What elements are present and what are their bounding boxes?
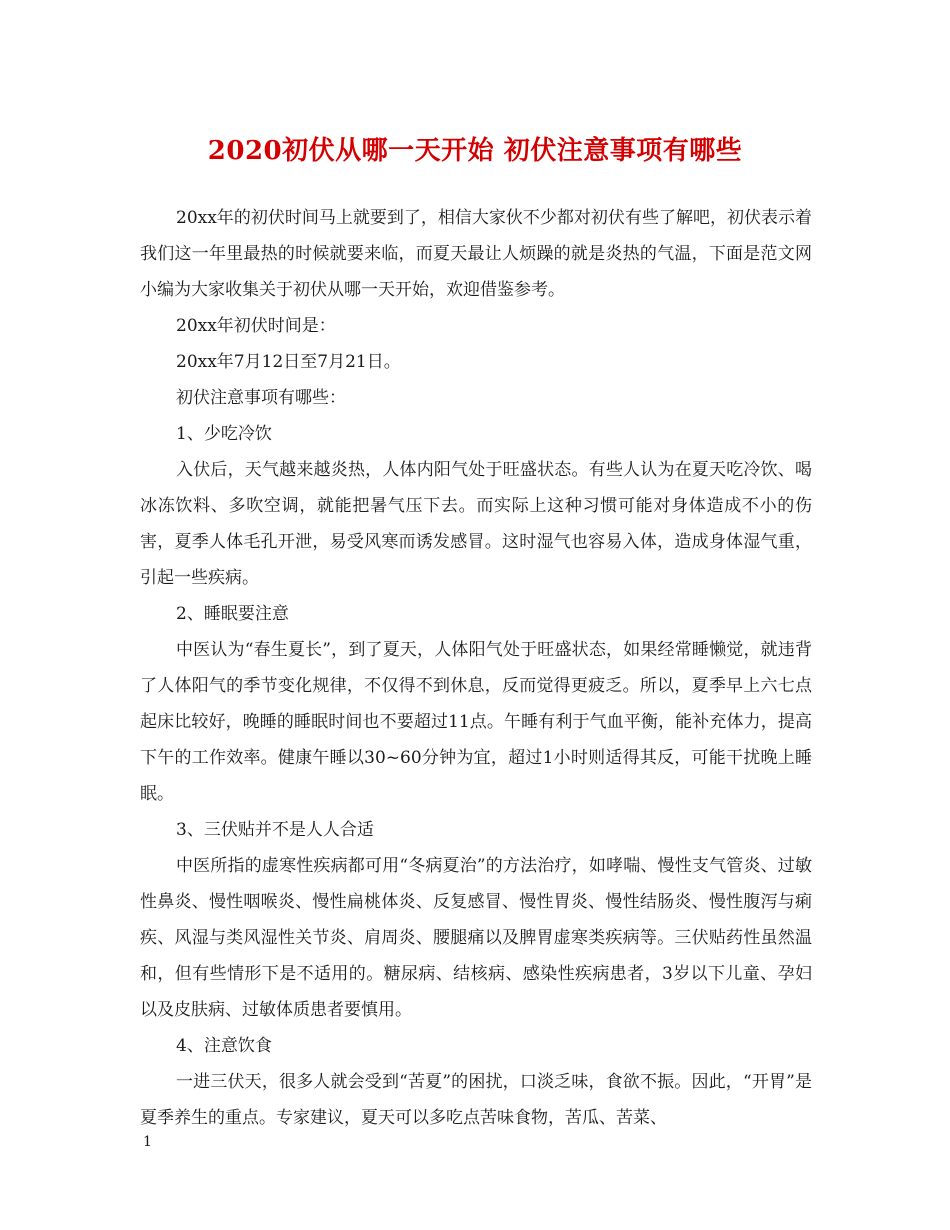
section-heading: 4、注意饮食 xyxy=(176,1036,272,1056)
paragraph: 中医所指的虚寒性疾病都可用“冬病夏治”的方法治疗，如哮喘、慢性支气管炎、过敏性鼻炎、慢性咽喉炎、慢性扁桃体炎、反复感冒、慢性胃炎、慢性结肠炎、慢性腹泻与痢疾、风湿与类风湿性关节炎、肩周炎、腰腿痛以及脾胃虚寒类疾病等。三伏贴药性虽然温和，但有些情形下是不适用的。糖尿病、结核病、感染性疾病患者，3岁以下儿童、孕妇以及皮肤病、过敏体质患者要慎用。 xyxy=(140,856,812,1020)
intro-paragraph: 20xx年的初伏时间马上就要到了，相信大家伙不少都对初伏有些了解吧，初伏表示着我们这一年里最热的时候就要来临，而夏天最让人烦躁的就是炎热的气温，下面是范文网小编为大家收集关于初伏从哪一天开始，欢迎借鉴参考。 xyxy=(140,208,812,300)
paragraph: 入伏后，天气越来越炎热，人体内阳气处于旺盛状态。有些人认为在夏天吃冷饮、喝冰冻饮料、多吹空调，就能把暑气压下去。而实际上这种习惯可能对身体造成不小的伤害，夏季人体毛孔开泄，易受风寒而诱发感冒。这时湿气也容易入体，造成身体湿气重，引起一些疾病。 xyxy=(140,460,812,588)
document-body xyxy=(140,200,812,1136)
section-heading: 3、三伏贴并不是人人合适 xyxy=(176,820,374,840)
section-heading: 1、少吃冷饮 xyxy=(176,424,272,444)
document-title: 2020初伏从哪一天开始 初伏注意事项有哪些 xyxy=(207,136,743,166)
paragraph: 20xx年7月12日至7月21日。 xyxy=(176,352,401,372)
paragraph: 一进三伏天，很多人就会受到“苦夏”的困扰，口淡乏味，食欲不振。因此，“开胃”是夏季养生的重点。专家建议，夏天可以多吃点苦味食物，苦瓜、苦菜、 xyxy=(140,1072,812,1128)
paragraph: 20xx年初伏时间是： xyxy=(176,316,336,336)
paragraph: 中医认为“春生夏长”，到了夏天，人体阳气处于旺盛状态，如果经常睡懒觉，就违背了人体阳气的季节变化规律，不仅得不到休息，反而觉得更疲乏。所以，夏季早上六七点起床比较好，晚睡的睡眠时间也不要超过11点。午睡有利于气血平衡，能补充体力，提高下午的工作效率。健康午睡以30~60分钟为宜，超过1小时则适得其反，可能干扰晚上睡眠。 xyxy=(140,640,812,804)
paragraph: 初伏注意事项有哪些： xyxy=(176,388,346,408)
section-heading: 2、睡眠要注意 xyxy=(176,604,289,624)
page-number: 1 xyxy=(143,1134,152,1150)
